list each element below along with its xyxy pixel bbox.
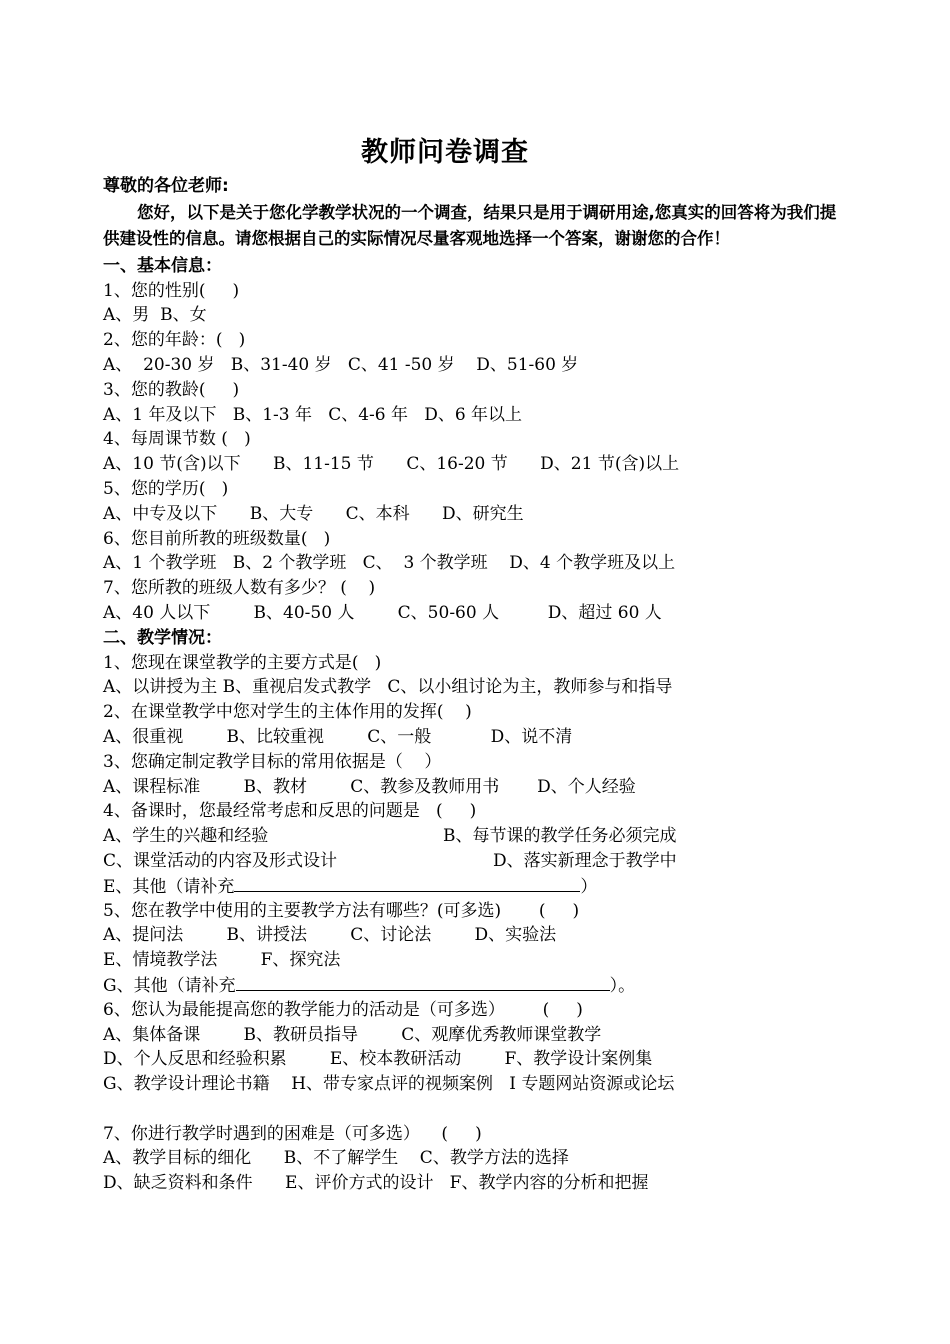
options-teaching-years: A、1 年及以下 B、1-3 年 C、4-6 年 D、6 年以上 bbox=[103, 404, 523, 425]
options-class-size: A、40 人以下 B、40-50 人 C、50-60 人 D、超过 60 人 bbox=[103, 602, 662, 623]
options-methods-row2: E、情境教学法 F、探究法 bbox=[103, 950, 341, 971]
question-objective-basis: 3、您确定制定教学目标的常用依据是（ ） bbox=[103, 751, 442, 772]
options-lesson-prep-row1 bbox=[103, 824, 851, 849]
question-teaching-years: 3、您的教龄( ) bbox=[103, 379, 240, 400]
question-class-size: 7、您所教的班级人数有多少？ ( ) bbox=[103, 578, 376, 599]
blank-line bbox=[103, 1097, 851, 1122]
question-methods: 5、您在教学中使用的主要教学方法有哪些？(可多选) ( ) bbox=[103, 900, 580, 921]
questionnaire-body bbox=[103, 174, 851, 1196]
question-lesson-prep: 4、备课时，您最经常考虑和反思的问题是 ( ) bbox=[103, 801, 477, 822]
options-weekly-classes: A、10 节(含)以下 B、11-15 节 C、16-20 节 D、21 节(含)以上 bbox=[103, 454, 680, 475]
page-title: 教师问卷调查 bbox=[361, 137, 529, 168]
option-e-label: E、其他（请补充 bbox=[103, 876, 235, 897]
question-improvement: 6、您认为最能提高您的教学能力的活动是（可多选） ( ) bbox=[103, 999, 583, 1020]
option-g-label: G、其他（请补充 bbox=[103, 975, 236, 996]
question-education: 5、您的学历( ) bbox=[103, 478, 229, 499]
question-student-role: 2、在课堂教学中您对学生的主体作用的发挥( ) bbox=[103, 702, 472, 723]
options-improvement-row2: D、个人反思和经验积累 E、校本教研活动 F、教学设计案例集 bbox=[103, 1049, 653, 1070]
options-lesson-prep-row2 bbox=[103, 849, 851, 874]
options-student-role: A、很重视 B、比较重视 C、一般 D、说不清 bbox=[103, 726, 573, 747]
question-age: 2、您的年龄：( ) bbox=[103, 330, 246, 351]
option-b: B、每节课的教学任务必须完成 bbox=[443, 826, 677, 847]
question-weekly-classes: 4、每周课节数 ( ) bbox=[103, 429, 251, 450]
fill-in-blank[interactable] bbox=[234, 874, 580, 892]
question-gender: 1、您的性别( ) bbox=[103, 280, 240, 301]
option-c: C、课堂活动的内容及形式设计 bbox=[103, 850, 338, 871]
option-a: A、学生的兴趣和经验 bbox=[103, 826, 269, 847]
options-class-count: A、1 个教学班 B、2 个教学班 C、 3 个教学班 D、4 个教学班及以上 bbox=[103, 553, 676, 574]
intro-paragraph: 您好，以下是关于您化学教学状况的一个调查，结果只是用于调研用途,您真实的回答将为我们提供建设性的信息。请您根据自己的实际情况尽量客观地选择一个答案，谢谢您的合作！ bbox=[103, 202, 837, 249]
option-e-close: ） bbox=[580, 876, 598, 897]
option-d: D、落实新理念于教学中 bbox=[493, 850, 677, 871]
options-difficulties-row1: A、教学目标的细化 B、不了解学生 C、教学方法的选择 bbox=[103, 1148, 569, 1169]
options-difficulties-row2: D、缺乏资料和条件 E、评价方式的设计 F、教学内容的分析和把握 bbox=[103, 1173, 649, 1194]
option-g-other bbox=[103, 973, 851, 998]
question-class-count: 6、您目前所教的班级数量( ) bbox=[103, 528, 331, 549]
options-education: A、中专及以下 B、大专 C、本科 D、研究生 bbox=[103, 503, 524, 524]
section-basic-heading: 一、基本信息： bbox=[103, 255, 222, 276]
options-methods-row1: A、提问法 B、讲授法 C、讨论法 D、实验法 bbox=[103, 925, 557, 946]
options-teaching-mode: A、以讲授为主 B、重视启发式教学 C、以小组讨论为主，教师参与和指导 bbox=[103, 677, 673, 698]
options-objective-basis: A、课程标准 B、教材 C、教参及教师用书 D、个人经验 bbox=[103, 776, 636, 797]
options-improvement-row1: A、集体备课 B、教研员指导 C、观摩优秀教师课堂教学 bbox=[103, 1024, 602, 1045]
fill-in-blank[interactable] bbox=[236, 973, 610, 991]
question-difficulties: 7、你进行教学时遇到的困难是（可多选） ( ) bbox=[103, 1123, 482, 1144]
greeting: 尊敬的各位老师: bbox=[103, 176, 229, 196]
option-e-other bbox=[103, 874, 851, 899]
section-teaching-heading: 二、教学情况： bbox=[103, 627, 222, 648]
option-g-close: ）。 bbox=[609, 975, 636, 996]
options-improvement-row3: G、教学设计理论书籍 H、带专家点评的视频案例 I 专题网站资源或论坛 bbox=[103, 1074, 675, 1095]
options-age: A、 20-30 岁 B、31-40 岁 C、41 -50 岁 D、51-60 岁 bbox=[103, 354, 579, 375]
options-gender: A、男 B、女 bbox=[103, 305, 207, 326]
question-teaching-mode: 1、您现在课堂教学的主要方式是( ) bbox=[103, 652, 382, 673]
